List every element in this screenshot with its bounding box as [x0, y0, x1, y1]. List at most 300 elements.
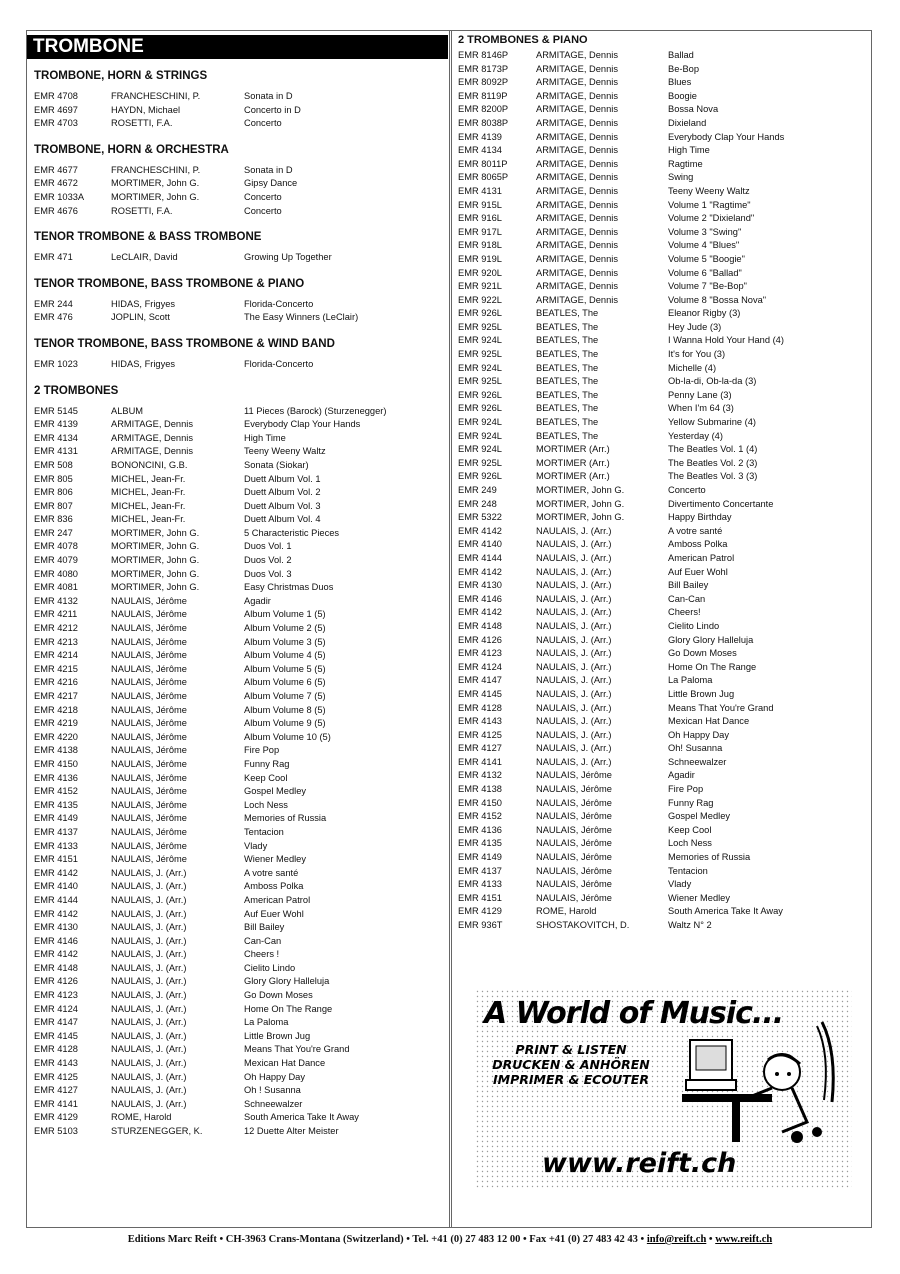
composer: NAULAIS, J. (Arr.) [111, 894, 187, 905]
catalog-number: EMR 924L [458, 417, 502, 428]
title: Florida-Concerto [244, 298, 314, 309]
title: Volume 3 "Swing" [668, 226, 742, 237]
composer: MORTIMER, John G. [111, 191, 200, 202]
composer: MORTIMER, John G. [111, 555, 200, 566]
catalog-number: EMR 4214 [34, 650, 78, 661]
catalog-row [452, 851, 871, 865]
catalog-row [452, 76, 871, 90]
composer: NAULAIS, Jérôme [111, 826, 187, 837]
title: Oh ! Susanna [244, 1085, 301, 1096]
composer: NAULAIS, Jérôme [111, 799, 187, 810]
footer [0, 1234, 900, 1245]
catalog-row [452, 865, 871, 879]
catalog-number: EMR 918L [458, 240, 502, 251]
title: The Beatles Vol. 1 (4) [668, 444, 758, 455]
title: Memories of Russia [244, 813, 327, 824]
title: Ballad [668, 50, 694, 60]
title: Fire Pop [668, 784, 704, 795]
composer: NAULAIS, J. (Arr.) [111, 935, 187, 946]
catalog-row [452, 566, 871, 580]
catalog-number: EMR 4124 [458, 661, 502, 672]
catalog-row [27, 717, 448, 731]
composer: NAULAIS, J. (Arr.) [536, 688, 612, 699]
catalog-number: EMR 4142 [458, 525, 502, 536]
catalog-number: EMR 4148 [458, 620, 502, 631]
catalog-row [27, 636, 448, 650]
catalog-number: EMR 4149 [34, 813, 78, 824]
composer: MORTIMER, John G. [536, 485, 625, 495]
catalog-number: EMR 4220 [34, 731, 78, 742]
catalog-row [27, 595, 448, 609]
catalog-row [27, 459, 448, 473]
catalog-row [27, 731, 448, 745]
catalog-row [452, 375, 871, 389]
composer: BEATLES, The [536, 321, 599, 332]
title: Oh Happy Day [244, 1071, 305, 1082]
ad-website: www.reift.ch [542, 1148, 737, 1179]
catalog-number: EMR 4672 [34, 178, 78, 189]
catalog-row [27, 358, 448, 372]
title: Volume 8 "Bossa Nova" [668, 294, 767, 305]
title: Album Volume 5 (5) [244, 663, 326, 674]
catalog-row [27, 205, 448, 219]
catalog-number: EMR 4079 [34, 555, 78, 566]
ad-line-3: IMPRIMER & ECOUTER [493, 1072, 649, 1087]
composer: STURZENEGGER, K. [111, 1126, 203, 1136]
title: Swing [668, 172, 694, 183]
composer: ARMITAGE, Dennis [536, 213, 618, 224]
catalog-row [452, 810, 871, 824]
title: Oh! Susanna [668, 743, 723, 754]
composer: NAULAIS, J. (Arr.) [111, 881, 187, 892]
catalog-number: EMR 4131 [34, 446, 78, 457]
composer: NAULAIS, Jérôme [111, 704, 187, 715]
composer: MORTIMER, John G. [111, 582, 200, 593]
catalog-number: EMR 4078 [34, 541, 78, 552]
catalog-row [27, 445, 448, 459]
composer: NAULAIS, Jérôme [111, 772, 187, 783]
composer: NAULAIS, J. (Arr.) [111, 908, 187, 919]
catalog-row [27, 908, 448, 922]
title: Glory Glory Halleluja [668, 634, 754, 645]
composer: HIDAS, Frigyes [111, 298, 176, 309]
composer: NAULAIS, Jérôme [536, 865, 612, 876]
catalog-number: EMR 4142 [34, 949, 78, 960]
catalog-row [27, 1043, 448, 1057]
title: Agadir [668, 770, 695, 781]
catalog-number: EMR 4129 [34, 1112, 78, 1123]
catalog-row [452, 525, 871, 539]
catalog-number: EMR 921L [458, 281, 502, 292]
catalog-number: EMR 4136 [458, 824, 502, 835]
catalog-row [27, 298, 448, 312]
title: Growing Up Together [244, 252, 332, 263]
section-heading: TROMBONE, HORN & ORCHESTRA [34, 143, 229, 156]
left-column [27, 30, 448, 1139]
catalog-row [27, 608, 448, 622]
catalog-number: EMR 926L [458, 471, 502, 482]
section-heading: TENOR TROMBONE & BASS TROMBONE [34, 231, 262, 244]
composer: NAULAIS, J. (Arr.) [111, 949, 187, 960]
catalog-number: EMR 4126 [458, 634, 502, 645]
catalog-number: EMR 836 [34, 514, 73, 525]
catalog-section [27, 143, 448, 218]
title: Florida-Concerto [244, 358, 314, 369]
catalog-row [27, 581, 448, 595]
composer: ARMITAGE, Dennis [536, 104, 618, 115]
composer: ROSETTI, F.A. [111, 205, 173, 216]
title: Concerto [668, 485, 706, 495]
title: Vlady [668, 879, 692, 890]
catalog-number: EMR 4127 [34, 1085, 78, 1096]
title: Volume 4 "Blues" [668, 240, 740, 251]
title: Bossa Nova [668, 104, 719, 115]
title: When I'm 64 (3) [668, 403, 734, 414]
title: Keep Cool [668, 824, 712, 835]
title: Album Volume 6 (5) [244, 677, 326, 688]
catalog-row [452, 674, 871, 688]
catalog-number: EMR 4140 [458, 539, 502, 550]
composer: NAULAIS, J. (Arr.) [536, 661, 612, 672]
catalog-number: EMR 4132 [34, 595, 78, 606]
title: Wiener Medley [668, 892, 731, 903]
catalog-row [452, 892, 871, 906]
catalog-number: EMR 4151 [34, 854, 78, 865]
composer: MICHEL, Jean-Fr. [111, 500, 186, 511]
composer: BEATLES, The [536, 403, 599, 414]
catalog-number: EMR 4140 [34, 881, 78, 892]
title: Duos Vol. 1 [244, 541, 292, 552]
catalog-row [452, 158, 871, 172]
catalog-row [27, 1003, 448, 1017]
title: Mexican Hat Dance [668, 716, 750, 727]
catalog-row [452, 280, 871, 294]
catalog-row [452, 661, 871, 675]
title: Concerto [244, 191, 282, 202]
composer: HAYDN, Michael [111, 104, 181, 115]
catalog-row [452, 470, 871, 484]
composer: ARMITAGE, Dennis [111, 419, 193, 430]
catalog-row [452, 294, 871, 308]
composer: NAULAIS, J. (Arr.) [536, 756, 612, 767]
title: Funny Rag [668, 797, 714, 808]
title: Duos Vol. 2 [244, 555, 292, 566]
title: Fire Pop [244, 745, 280, 756]
composer: ROSETTI, F.A. [111, 118, 173, 129]
title: Cheers ! [244, 949, 280, 960]
composer: ROME, Harold [536, 906, 597, 917]
title: Auf Euer Wohl [668, 566, 728, 577]
catalog-row [27, 1084, 448, 1098]
catalog-number: EMR 4676 [34, 205, 78, 216]
title: Dixieland [668, 117, 707, 128]
title: Mexican Hat Dance [244, 1058, 326, 1069]
composer: NAULAIS, J. (Arr.) [111, 1003, 187, 1014]
section-heading: TROMBONE, HORN & STRINGS [34, 70, 208, 82]
composer: FRANCHESCHINI, P. [111, 91, 201, 101]
title: Album Volume 2 (5) [244, 623, 326, 634]
catalog-row [27, 1125, 448, 1139]
footer-website-link[interactable]: www.reift.ch [715, 1234, 773, 1245]
catalog-row [27, 663, 448, 677]
composer: NAULAIS, Jérôme [111, 609, 187, 620]
catalog-row [27, 1098, 448, 1112]
title: South America Take It Away [244, 1112, 359, 1123]
title: Can-Can [668, 593, 706, 604]
title: South America Take It Away [668, 906, 783, 917]
catalog-row [27, 486, 448, 500]
catalog-number: EMR 4152 [34, 786, 78, 797]
catalog-number: EMR 4129 [458, 906, 502, 917]
catalog-row [27, 473, 448, 487]
catalog-row [27, 418, 448, 432]
catalog-number: EMR 4127 [458, 743, 502, 754]
composer: ARMITAGE, Dennis [111, 446, 193, 457]
title: Michelle (4) [668, 362, 717, 373]
title: High Time [668, 145, 710, 156]
composer: MORTIMER, John G. [111, 527, 200, 538]
title: Duett Album Vol. 2 [244, 487, 321, 498]
title: Album Volume 7 (5) [244, 691, 326, 701]
catalog-number: EMR 4146 [34, 935, 78, 946]
composer: BEATLES, The [536, 308, 599, 319]
composer: BEATLES, The [536, 362, 599, 373]
title: A votre santé [668, 525, 723, 536]
composer: MORTIMER, John G. [111, 541, 200, 552]
catalog-number: EMR 806 [34, 487, 73, 498]
catalog-number: EMR 4217 [34, 691, 78, 701]
catalog-number: EMR 4080 [34, 568, 78, 579]
title: Volume 6 "Ballad" [668, 267, 742, 278]
title: Volume 5 "Boogie" [668, 253, 745, 264]
title: Schneewalzer [668, 756, 727, 767]
composer: NAULAIS, J. (Arr.) [536, 580, 612, 591]
catalog-number: EMR 4216 [34, 677, 78, 688]
title: Means That You're Grand [244, 1044, 350, 1055]
title: Bill Bailey [668, 580, 709, 591]
title: 5 Characteristic Pieces [244, 527, 340, 538]
composer: NAULAIS, Jérôme [111, 636, 187, 647]
catalog-row [27, 1016, 448, 1030]
catalog-row [452, 538, 871, 552]
title: Sonata (Siokar) [244, 459, 309, 470]
catalog-section [27, 277, 448, 325]
composer: NAULAIS, J. (Arr.) [536, 716, 612, 727]
catalog-number: EMR 4137 [34, 826, 78, 837]
composer: NAULAIS, Jérôme [111, 663, 187, 674]
catalog-number: EMR 4138 [458, 784, 502, 795]
composer: NAULAIS, Jérôme [111, 650, 187, 661]
catalog-row [452, 756, 871, 770]
title: Cheers! [668, 607, 701, 618]
catalog-number: EMR 8011P [458, 158, 508, 169]
catalog-row [27, 568, 448, 582]
catalog-row [452, 484, 871, 498]
catalog-number: EMR 4142 [34, 908, 78, 919]
title: Duett Album Vol. 3 [244, 500, 321, 511]
title: Album Volume 3 (5) [244, 636, 326, 647]
title: Ob-la-di, Ob-la-da (3) [668, 376, 757, 387]
ad-line-2: DRUCKEN & ANHÖREN [492, 1057, 650, 1072]
title: A votre santé [244, 867, 299, 878]
title: Glory Glory Halleluja [244, 976, 330, 987]
composer: NAULAIS, Jérôme [536, 824, 612, 835]
catalog-number: EMR 4145 [34, 1030, 78, 1041]
catalog-number: EMR 4134 [458, 145, 502, 156]
composer: NAULAIS, J. (Arr.) [536, 525, 612, 536]
catalog-number: EMR 4143 [34, 1058, 78, 1069]
catalog-number: EMR 924L [458, 430, 502, 441]
catalog-number: EMR 4123 [34, 990, 78, 1001]
composer: NAULAIS, J. (Arr.) [536, 593, 612, 604]
catalog-number: EMR 4143 [458, 716, 502, 727]
ad-title: A World of Music... [484, 996, 784, 1031]
composer: ARMITAGE, Dennis [536, 50, 618, 60]
title: Be-Bop [668, 63, 700, 74]
title: Album Volume 1 (5) [244, 609, 326, 620]
composer: BEATLES, The [536, 417, 599, 428]
composer: NAULAIS, J. (Arr.) [536, 675, 612, 686]
composer: NAULAIS, Jérôme [536, 879, 612, 890]
musician-at-computer-illustration [672, 1012, 852, 1152]
catalog-number: EMR 4138 [34, 745, 78, 756]
catalog-number: EMR 1023 [34, 358, 78, 369]
composer: NAULAIS, J. (Arr.) [536, 607, 612, 618]
composer: ARMITAGE, Dennis [536, 145, 618, 156]
catalog-number: EMR 4137 [458, 865, 502, 876]
footer-email-link[interactable]: info@reift.ch [646, 1234, 707, 1245]
title: Sonata in D [244, 91, 293, 101]
catalog-row [452, 579, 871, 593]
composer: NAULAIS, J. (Arr.) [536, 648, 612, 659]
title: Blues [668, 77, 692, 88]
catalog-number: EMR 805 [34, 473, 73, 484]
catalog-row [452, 389, 871, 403]
catalog-number: EMR 4144 [34, 894, 78, 905]
title: Teeny Weeny Waltz [668, 185, 750, 196]
catalog-row [452, 593, 871, 607]
catalog-number: EMR 4708 [34, 91, 78, 101]
catalog-number: EMR 917L [458, 226, 502, 237]
catalog-number: EMR 926L [458, 308, 502, 319]
title: Album Volume 8 (5) [244, 704, 326, 715]
composer: NAULAIS, Jérôme [111, 786, 187, 797]
catalog-number: EMR 4144 [458, 552, 502, 563]
catalog-row [452, 90, 871, 104]
catalog-number: EMR 4145 [458, 688, 502, 699]
title: Penny Lane (3) [668, 389, 732, 400]
composer: ALBUM [111, 405, 144, 416]
title: Album Volume 9 (5) [244, 718, 326, 729]
title: Wiener Medley [244, 854, 307, 865]
composer: NAULAIS, J. (Arr.) [536, 566, 612, 577]
section-heading: TENOR TROMBONE, BASS TROMBONE & WIND BAND [34, 337, 335, 350]
composer: NAULAIS, Jérôme [536, 797, 612, 808]
catalog-number: EMR 476 [34, 312, 73, 323]
catalog-row [452, 443, 871, 457]
catalog-number: EMR 1033A [34, 191, 85, 202]
catalog-number: EMR 4124 [34, 1003, 78, 1014]
catalog-row [27, 311, 448, 325]
catalog-number: EMR 4142 [458, 607, 502, 618]
catalog-section [27, 384, 448, 1139]
catalog-number: EMR 4150 [34, 758, 78, 769]
catalog-row [27, 164, 448, 178]
composer: LeCLAIR, David [111, 252, 178, 263]
composer: NAULAIS, Jérôme [111, 623, 187, 634]
catalog-number: EMR 4125 [458, 729, 502, 740]
catalog-number: EMR 8065P [458, 172, 509, 183]
catalog-row [27, 840, 448, 854]
catalog-row [452, 702, 871, 716]
catalog-row [27, 527, 448, 541]
composer: HIDAS, Frigyes [111, 358, 176, 369]
composer: NAULAIS, J. (Arr.) [536, 620, 612, 631]
composer: MORTIMER, John G. [536, 498, 625, 509]
catalog-row [27, 812, 448, 826]
title: Gipsy Dance [244, 178, 298, 189]
catalog-row [27, 1071, 448, 1085]
catalog-number: EMR 924L [458, 335, 502, 346]
catalog-row [452, 321, 871, 335]
composer: NAULAIS, Jérôme [536, 811, 612, 822]
catalog-row [452, 239, 871, 253]
catalog-row [27, 1057, 448, 1071]
catalog-row [452, 647, 871, 661]
composer: MICHEL, Jean-Fr. [111, 487, 186, 498]
title: Album Volume 4 (5) [244, 650, 326, 661]
title: Volume 1 "Ragtime" [668, 199, 751, 210]
title: Home On The Range [244, 1003, 333, 1014]
catalog-number: EMR 4218 [34, 704, 78, 715]
composer: NAULAIS, Jérôme [536, 838, 612, 849]
title: Go Down Moses [244, 990, 313, 1001]
composer: MORTIMER (Arr.) [536, 444, 610, 455]
title: Cielito Lindo [668, 620, 720, 631]
catalog-row [27, 676, 448, 690]
composer: MICHEL, Jean-Fr. [111, 514, 186, 525]
composer: ARMITAGE, Dennis [536, 117, 618, 128]
catalog-row [452, 49, 871, 63]
catalog-row [27, 785, 448, 799]
catalog-number: EMR 4141 [34, 1098, 78, 1109]
catalog-row [27, 191, 448, 205]
catalog-row [27, 1030, 448, 1044]
composer: NAULAIS, J. (Arr.) [111, 922, 187, 933]
catalog-section [27, 230, 448, 265]
title: La Paloma [668, 675, 713, 686]
catalog-row [27, 826, 448, 840]
catalog-number: EMR 922L [458, 294, 502, 305]
title: Everybody Clap Your Hands [244, 419, 361, 430]
title: Auf Euer Wohl [244, 908, 304, 919]
left-sections [27, 69, 448, 1139]
catalog-row [452, 715, 871, 729]
title: Yesterday (4) [668, 430, 723, 441]
catalog-row [452, 416, 871, 430]
catalog-row [27, 962, 448, 976]
catalog-row [27, 104, 448, 118]
composer: BEATLES, The [536, 430, 599, 441]
catalog-number: EMR 4081 [34, 582, 78, 593]
composer: NAULAIS, Jérôme [111, 731, 187, 742]
title: Everybody Clap Your Hands [668, 131, 785, 142]
composer: ARMITAGE, Dennis [536, 158, 618, 169]
catalog-number: EMR 4703 [34, 118, 78, 129]
catalog-row [452, 729, 871, 743]
catalog-row [452, 117, 871, 131]
catalog-row [452, 552, 871, 566]
